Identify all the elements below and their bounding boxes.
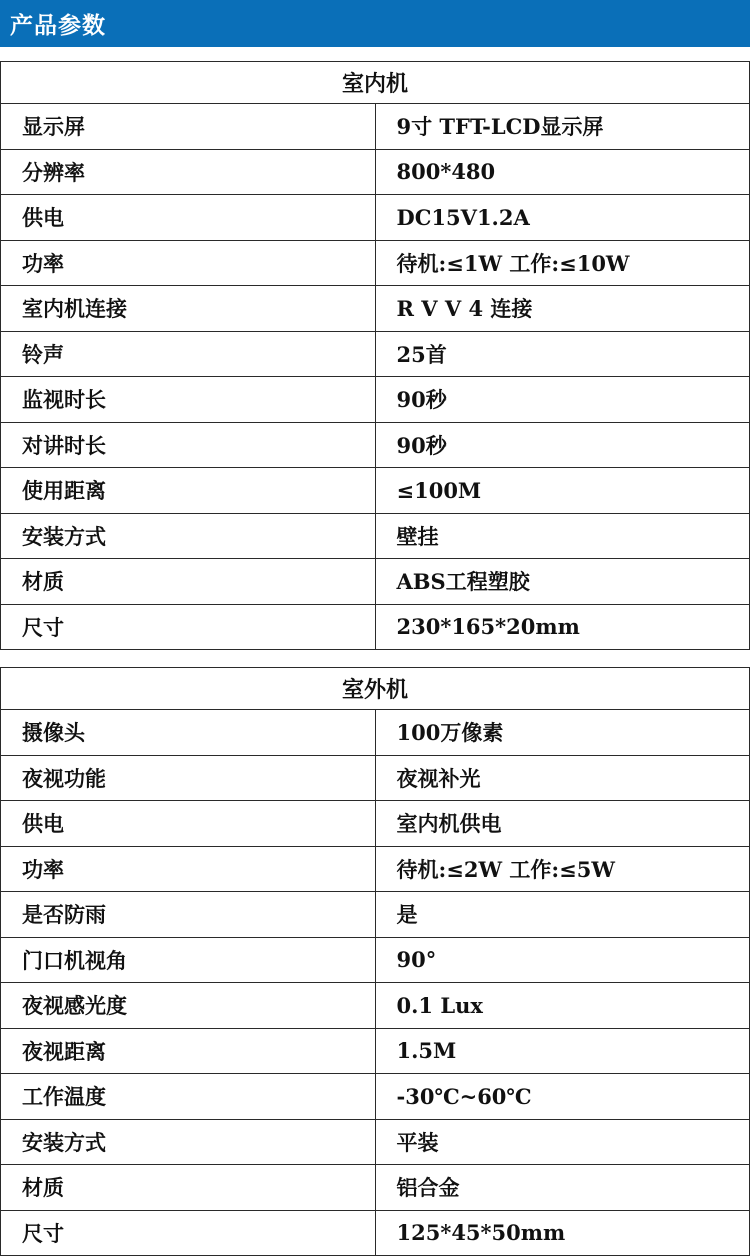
spec-label: 铃声 [1, 331, 376, 377]
spec-value: 230*165*20mm [375, 604, 750, 650]
spec-value: 90° [375, 937, 750, 983]
indoor-unit-spec-table [0, 61, 750, 650]
table-row [1, 286, 750, 332]
table-header-row [1, 668, 750, 710]
table-row [1, 1210, 750, 1256]
table-row [1, 937, 750, 983]
spec-label: 是否防雨 [1, 892, 376, 938]
spec-label: 供电 [1, 195, 376, 241]
spec-label: 夜视距离 [1, 1028, 376, 1074]
spec-value: ≤100M [375, 468, 750, 514]
spec-value: ABS工程塑胶 [375, 559, 750, 605]
spec-label: 材质 [1, 559, 376, 605]
spec-value: 1.5M [375, 1028, 750, 1074]
table-row [1, 513, 750, 559]
spec-value: 90秒 [375, 377, 750, 423]
table-row [1, 755, 750, 801]
spec-label: 功率 [1, 846, 376, 892]
spec-label: 夜视功能 [1, 755, 376, 801]
spec-label: 供电 [1, 801, 376, 847]
outdoor-unit-spec-table [0, 667, 750, 1256]
table-row [1, 195, 750, 241]
spec-label: 夜视感光度 [1, 983, 376, 1029]
table-row [1, 1165, 750, 1211]
spec-value: 是 [375, 892, 750, 938]
spec-value: 25首 [375, 331, 750, 377]
table-row [1, 422, 750, 468]
spec-value: 铝合金 [375, 1165, 750, 1211]
table-row [1, 604, 750, 650]
spec-value: 待机:≤1W 工作:≤10W [375, 240, 750, 286]
table-row [1, 331, 750, 377]
spec-value: R V V 4 连接 [375, 286, 750, 332]
spec-label: 摄像头 [1, 710, 376, 756]
spec-value: 0.1 Lux [375, 983, 750, 1029]
spec-value: 夜视补光 [375, 755, 750, 801]
table-row [1, 468, 750, 514]
indoor-unit-title: 室内机 [1, 62, 750, 104]
spec-label: 使用距离 [1, 468, 376, 514]
spec-label: 室内机连接 [1, 286, 376, 332]
spec-value: -30℃~60℃ [375, 1074, 750, 1120]
spec-value: 800*480 [375, 149, 750, 195]
section-header [0, 0, 750, 47]
spec-value: 待机:≤2W 工作:≤5W [375, 846, 750, 892]
outdoor-unit-title: 室外机 [1, 668, 750, 710]
spec-label: 材质 [1, 1165, 376, 1211]
table-row [1, 240, 750, 286]
table-row [1, 801, 750, 847]
section-title: 产品参数 [10, 13, 106, 39]
spec-label: 门口机视角 [1, 937, 376, 983]
spec-label: 尺寸 [1, 1210, 376, 1256]
spec-label: 安装方式 [1, 1119, 376, 1165]
spec-label: 尺寸 [1, 604, 376, 650]
spec-value: 壁挂 [375, 513, 750, 559]
spec-value: 100万像素 [375, 710, 750, 756]
spec-label: 对讲时长 [1, 422, 376, 468]
spec-label: 监视时长 [1, 377, 376, 423]
table-row [1, 1028, 750, 1074]
table-row [1, 149, 750, 195]
table-row [1, 1074, 750, 1120]
table-row [1, 846, 750, 892]
table-row [1, 1119, 750, 1165]
spec-value: DC15V1.2A [375, 195, 750, 241]
table-row [1, 892, 750, 938]
spec-label: 功率 [1, 240, 376, 286]
spec-value: 室内机供电 [375, 801, 750, 847]
table-row [1, 983, 750, 1029]
spec-label: 显示屏 [1, 104, 376, 150]
spec-value: 平装 [375, 1119, 750, 1165]
table-row [1, 710, 750, 756]
spec-label: 工作温度 [1, 1074, 376, 1120]
table-header-row [1, 62, 750, 104]
spec-label: 分辨率 [1, 149, 376, 195]
table-row [1, 559, 750, 605]
table-row [1, 104, 750, 150]
spec-value: 9寸 TFT-LCD显示屏 [375, 104, 750, 150]
spec-value: 125*45*50mm [375, 1210, 750, 1256]
table-row [1, 377, 750, 423]
spec-label: 安装方式 [1, 513, 376, 559]
spec-value: 90秒 [375, 422, 750, 468]
